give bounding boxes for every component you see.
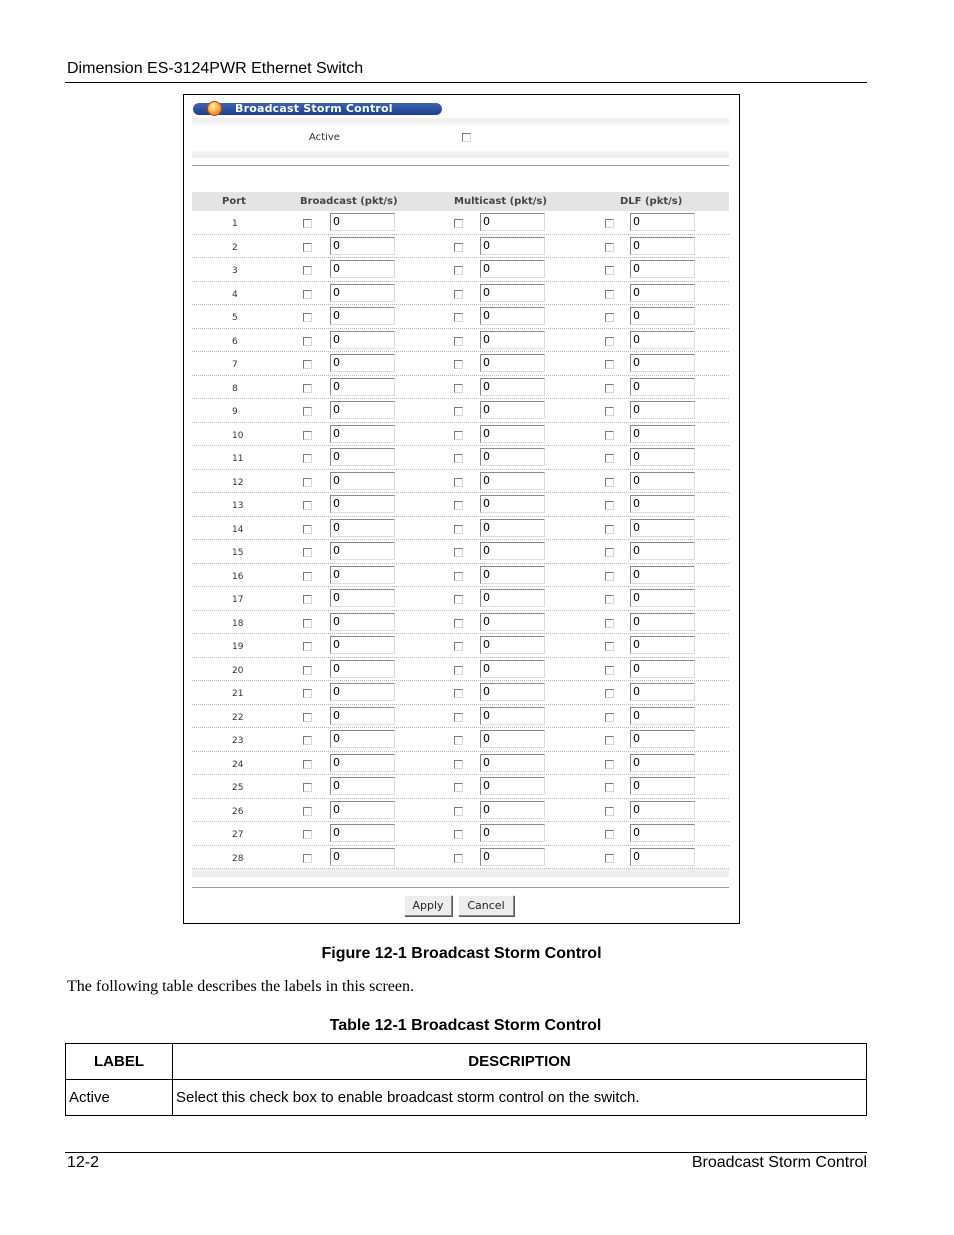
dlf-checkbox[interactable] [605, 736, 614, 745]
dlf-rate-input[interactable]: 0 [630, 307, 695, 325]
broadcast-rate-input[interactable]: 0 [330, 801, 395, 819]
dlf-rate-input[interactable]: 0 [630, 519, 695, 537]
dlf-rate-input[interactable]: 0 [630, 542, 695, 560]
multicast-checkbox[interactable] [454, 595, 463, 604]
dlf-checkbox[interactable] [605, 642, 614, 651]
table-row [192, 775, 729, 799]
dlf-checkbox[interactable] [605, 713, 614, 722]
multicast-rate-input[interactable]: 0 [480, 777, 545, 795]
multicast-checkbox[interactable] [454, 313, 463, 322]
multicast-rate-input[interactable]: 0 [480, 613, 545, 631]
dlf-rate-input[interactable]: 0 [630, 730, 695, 748]
multicast-rate-input[interactable]: 0 [480, 566, 545, 584]
broadcast-checkbox[interactable] [303, 830, 312, 839]
broadcast-checkbox[interactable] [303, 454, 312, 463]
broadcast-rate-input[interactable]: 0 [330, 401, 395, 419]
broadcast-rate-input[interactable]: 0 [330, 472, 395, 490]
broadcast-rate-input[interactable]: 0 [330, 519, 395, 537]
header-rule [65, 82, 867, 83]
broadcast-rate-input[interactable]: 0 [330, 354, 395, 372]
table-row [192, 728, 729, 752]
intro-text: The following table describes the labels in this screen. [67, 978, 415, 995]
broadcast-rate-input[interactable]: 0 [330, 660, 395, 678]
multicast-checkbox[interactable] [454, 854, 463, 863]
port-number: 21 [232, 689, 244, 699]
active-label: Active [309, 132, 340, 143]
port-number: 13 [232, 501, 244, 511]
broadcast-checkbox[interactable] [303, 572, 312, 581]
multicast-checkbox[interactable] [454, 290, 463, 299]
port-number: 26 [232, 806, 244, 817]
dlf-checkbox[interactable] [605, 360, 614, 369]
table-row [192, 258, 729, 282]
dlf-rate-input[interactable]: 0 [630, 848, 695, 866]
dlf-rate-input[interactable]: 0 [630, 683, 695, 701]
dlf-checkbox[interactable] [605, 243, 614, 252]
description-column-header: DESCRIPTION [173, 1044, 867, 1080]
multicast-checkbox[interactable] [454, 783, 463, 792]
broadcast-checkbox[interactable] [303, 548, 312, 557]
broadcast-rate-input[interactable]: 0 [330, 683, 395, 701]
table-row [192, 376, 729, 400]
table-row [192, 399, 729, 423]
table-caption: Table 12-1 Broadcast Storm Control [329, 1017, 602, 1034]
broadcast-rate-input[interactable]: 0 [330, 307, 395, 325]
port-number: 3 [232, 266, 238, 276]
multicast-rate-input[interactable]: 0 [480, 730, 545, 748]
broadcast-rate-input[interactable]: 0 [330, 707, 395, 725]
port-number: 16 [232, 571, 244, 582]
multicast-rate-input[interactable]: 0 [480, 754, 545, 772]
port-number: 22 [232, 712, 244, 723]
screenshot-frame [183, 94, 740, 924]
multicast-checkbox[interactable] [454, 807, 463, 816]
dlf-checkbox[interactable] [605, 807, 614, 816]
broadcast-checkbox[interactable] [303, 642, 312, 651]
multicast-rate-input[interactable]: 0 [480, 824, 545, 842]
table-row [192, 681, 729, 705]
dlf-rate-input[interactable]: 0 [630, 636, 695, 654]
multicast-checkbox[interactable] [454, 501, 463, 510]
dlf-checkbox[interactable] [605, 783, 614, 792]
table-row [192, 634, 729, 658]
multicast-rate-input[interactable]: 0 [480, 660, 545, 678]
port-number: 7 [232, 360, 238, 370]
multicast-rate-input[interactable]: 0 [480, 425, 545, 443]
broadcast-checkbox[interactable] [303, 219, 312, 228]
column-multicast: Multicast (pkt/s) [454, 196, 547, 207]
port-number: 1 [232, 219, 238, 229]
port-number: 12 [232, 477, 244, 488]
port-number: 27 [232, 830, 244, 840]
label-column-header: LABEL [66, 1044, 173, 1080]
port-number: 15 [232, 548, 244, 558]
multicast-checkbox[interactable] [454, 760, 463, 769]
multicast-checkbox[interactable] [454, 713, 463, 722]
dlf-checkbox[interactable] [605, 478, 614, 487]
dlf-checkbox[interactable] [605, 595, 614, 604]
broadcast-checkbox[interactable] [303, 713, 312, 722]
broadcast-rate-input[interactable]: 0 [330, 260, 395, 278]
table-row [192, 822, 729, 846]
broadcast-rate-input[interactable]: 0 [330, 331, 395, 349]
dlf-rate-input[interactable]: 0 [630, 801, 695, 819]
dlf-checkbox[interactable] [605, 572, 614, 581]
table-row [192, 329, 729, 353]
broadcast-rate-input[interactable]: 0 [330, 495, 395, 513]
multicast-rate-input[interactable]: 0 [480, 237, 545, 255]
broadcast-checkbox[interactable] [303, 525, 312, 534]
port-number: 24 [232, 759, 244, 770]
figure-caption: Figure 12-1 Broadcast Storm Control [321, 945, 602, 962]
dlf-checkbox[interactable] [605, 760, 614, 769]
port-number: 19 [232, 642, 244, 652]
broadcast-checkbox[interactable] [303, 407, 312, 416]
dlf-checkbox[interactable] [605, 454, 614, 463]
dlf-checkbox[interactable] [605, 525, 614, 534]
multicast-rate-input[interactable]: 0 [480, 495, 545, 513]
dlf-checkbox[interactable] [605, 619, 614, 628]
table-row [192, 211, 729, 235]
multicast-checkbox[interactable] [454, 642, 463, 651]
dlf-rate-input[interactable]: 0 [630, 589, 695, 607]
dlf-rate-input[interactable]: 0 [630, 472, 695, 490]
multicast-rate-input[interactable]: 0 [480, 260, 545, 278]
dlf-rate-input[interactable]: 0 [630, 754, 695, 772]
apply-button[interactable]: Apply [404, 895, 452, 916]
broadcast-checkbox[interactable] [303, 266, 312, 275]
multicast-checkbox[interactable] [454, 337, 463, 346]
multicast-checkbox[interactable] [454, 360, 463, 369]
multicast-rate-input[interactable]: 0 [480, 213, 545, 231]
active-section [192, 118, 729, 158]
table-row [192, 282, 729, 306]
port-number: 11 [232, 454, 244, 464]
multicast-checkbox[interactable] [454, 525, 463, 534]
port-number: 10 [232, 430, 244, 441]
multicast-rate-input[interactable]: 0 [480, 707, 545, 725]
multicast-checkbox[interactable] [454, 454, 463, 463]
section-divider [192, 165, 729, 166]
table-row [192, 235, 729, 259]
dlf-rate-input[interactable]: 0 [630, 401, 695, 419]
multicast-rate-input[interactable]: 0 [480, 472, 545, 490]
broadcast-checkbox[interactable] [303, 243, 312, 252]
dlf-rate-input[interactable]: 0 [630, 448, 695, 466]
broadcast-checkbox[interactable] [303, 290, 312, 299]
broadcast-rate-input[interactable]: 0 [330, 542, 395, 560]
broadcast-checkbox[interactable] [303, 666, 312, 675]
port-number: 4 [232, 289, 238, 300]
broadcast-checkbox[interactable] [303, 431, 312, 440]
broadcast-checkbox[interactable] [303, 689, 312, 698]
port-number: 17 [232, 595, 244, 605]
port-number: 25 [232, 783, 244, 793]
broadcast-rate-input[interactable]: 0 [330, 730, 395, 748]
multicast-checkbox[interactable] [454, 572, 463, 581]
table-row [192, 423, 729, 447]
table-row [192, 752, 729, 776]
table-row [192, 705, 729, 729]
dlf-checkbox[interactable] [605, 501, 614, 510]
dlf-rate-input[interactable]: 0 [630, 707, 695, 725]
broadcast-rate-input[interactable]: 0 [330, 824, 395, 842]
table-row [192, 846, 729, 870]
broadcast-rate-input[interactable]: 0 [330, 777, 395, 795]
multicast-checkbox[interactable] [454, 478, 463, 487]
broadcast-rate-input[interactable]: 0 [330, 425, 395, 443]
broadcast-checkbox[interactable] [303, 501, 312, 510]
broadcast-rate-input[interactable]: 0 [330, 213, 395, 231]
dlf-checkbox[interactable] [605, 290, 614, 299]
broadcast-checkbox[interactable] [303, 337, 312, 346]
active-checkbox[interactable] [462, 133, 471, 142]
broadcast-rate-input[interactable]: 0 [330, 284, 395, 302]
port-table-header [192, 192, 729, 211]
multicast-rate-input[interactable]: 0 [480, 683, 545, 701]
multicast-checkbox[interactable] [454, 830, 463, 839]
table-footer-band [192, 869, 729, 877]
port-number: 5 [232, 313, 238, 323]
screen-title-bar [193, 103, 442, 115]
column-broadcast: Broadcast (pkt/s) [300, 196, 398, 207]
multicast-rate-input[interactable]: 0 [480, 801, 545, 819]
dlf-rate-input[interactable]: 0 [630, 824, 695, 842]
table-row [192, 587, 729, 611]
multicast-rate-input[interactable]: 0 [480, 636, 545, 654]
broadcast-checkbox[interactable] [303, 595, 312, 604]
table-row [192, 493, 729, 517]
multicast-checkbox[interactable] [454, 243, 463, 252]
multicast-rate-input[interactable]: 0 [480, 307, 545, 325]
dlf-rate-input[interactable]: 0 [630, 495, 695, 513]
cancel-button[interactable]: Cancel [458, 895, 514, 916]
dlf-checkbox[interactable] [605, 854, 614, 863]
broadcast-checkbox[interactable] [303, 360, 312, 369]
dlf-checkbox[interactable] [605, 266, 614, 275]
table-row [66, 1080, 867, 1116]
column-dlf: DLF (pkt/s) [620, 196, 683, 207]
multicast-checkbox[interactable] [454, 666, 463, 675]
description-cell: Select this check box to enable broadcast storm control on the switch. [173, 1080, 867, 1116]
multicast-rate-input[interactable]: 0 [480, 519, 545, 537]
dlf-rate-input[interactable]: 0 [630, 237, 695, 255]
multicast-checkbox[interactable] [454, 384, 463, 393]
multicast-checkbox[interactable] [454, 219, 463, 228]
port-number: 8 [232, 383, 238, 394]
page-number: 12-2 [67, 1154, 100, 1171]
multicast-rate-input[interactable]: 0 [480, 448, 545, 466]
multicast-rate-input[interactable]: 0 [480, 378, 545, 396]
port-number: 9 [232, 407, 238, 417]
broadcast-checkbox[interactable] [303, 783, 312, 792]
multicast-checkbox[interactable] [454, 548, 463, 557]
table-row [192, 658, 729, 682]
table-row [192, 517, 729, 541]
broadcast-rate-input[interactable]: 0 [330, 566, 395, 584]
multicast-checkbox[interactable] [454, 619, 463, 628]
table-row [192, 446, 729, 470]
column-port: Port [222, 196, 246, 207]
title-orb-icon [207, 101, 222, 116]
broadcast-checkbox[interactable] [303, 384, 312, 393]
multicast-checkbox[interactable] [454, 266, 463, 275]
port-number: 23 [232, 736, 244, 746]
broadcast-rate-input[interactable]: 0 [330, 589, 395, 607]
chapter-title: Broadcast Storm Control [691, 1154, 867, 1171]
dlf-checkbox[interactable] [605, 830, 614, 839]
dlf-rate-input[interactable]: 0 [630, 660, 695, 678]
port-number: 6 [232, 336, 238, 347]
table-row [192, 540, 729, 564]
screen-title: Broadcast Storm Control [235, 102, 393, 115]
multicast-rate-input[interactable]: 0 [480, 284, 545, 302]
multicast-rate-input[interactable]: 0 [480, 331, 545, 349]
page-header: Dimension ES-3124PWR Ethernet Switch [67, 60, 364, 77]
broadcast-checkbox[interactable] [303, 807, 312, 816]
dlf-checkbox[interactable] [605, 384, 614, 393]
dlf-rate-input[interactable]: 0 [630, 260, 695, 278]
dlf-checkbox[interactable] [605, 219, 614, 228]
table-row [192, 611, 729, 635]
table-row [192, 352, 729, 376]
broadcast-checkbox[interactable] [303, 854, 312, 863]
dlf-rate-input[interactable]: 0 [630, 378, 695, 396]
dlf-rate-input[interactable]: 0 [630, 613, 695, 631]
table-row [192, 564, 729, 588]
multicast-checkbox[interactable] [454, 736, 463, 745]
port-number: 2 [232, 242, 238, 253]
label-description-table [65, 1043, 867, 1116]
multicast-checkbox[interactable] [454, 407, 463, 416]
broadcast-checkbox[interactable] [303, 619, 312, 628]
multicast-rate-input[interactable]: 0 [480, 354, 545, 372]
broadcast-checkbox[interactable] [303, 313, 312, 322]
dlf-checkbox[interactable] [605, 689, 614, 698]
port-number: 18 [232, 618, 244, 629]
multicast-rate-input[interactable]: 0 [480, 401, 545, 419]
table-row [192, 305, 729, 329]
broadcast-rate-input[interactable]: 0 [330, 848, 395, 866]
dlf-checkbox[interactable] [605, 431, 614, 440]
broadcast-rate-input[interactable]: 0 [330, 636, 395, 654]
dlf-rate-input[interactable]: 0 [630, 354, 695, 372]
multicast-checkbox[interactable] [454, 431, 463, 440]
multicast-checkbox[interactable] [454, 689, 463, 698]
dlf-rate-input[interactable]: 0 [630, 777, 695, 795]
button-divider [192, 887, 729, 888]
port-number: 20 [232, 665, 244, 676]
dlf-rate-input[interactable]: 0 [630, 284, 695, 302]
broadcast-checkbox[interactable] [303, 760, 312, 769]
broadcast-rate-input[interactable]: 0 [330, 237, 395, 255]
port-table-body [192, 211, 729, 869]
dlf-checkbox[interactable] [605, 548, 614, 557]
port-number: 14 [232, 524, 244, 535]
multicast-rate-input[interactable]: 0 [480, 542, 545, 560]
port-number: 28 [232, 853, 244, 864]
table-row [192, 470, 729, 494]
dlf-rate-input[interactable]: 0 [630, 566, 695, 584]
label-cell: Active [66, 1080, 173, 1116]
multicast-rate-input[interactable]: 0 [480, 589, 545, 607]
dlf-checkbox[interactable] [605, 337, 614, 346]
footer-rule [65, 1152, 867, 1153]
broadcast-checkbox[interactable] [303, 478, 312, 487]
dlf-rate-input[interactable]: 0 [630, 425, 695, 443]
broadcast-rate-input[interactable]: 0 [330, 448, 395, 466]
dlf-rate-input[interactable]: 0 [630, 213, 695, 231]
broadcast-checkbox[interactable] [303, 736, 312, 745]
dlf-checkbox[interactable] [605, 666, 614, 675]
dlf-rate-input[interactable]: 0 [630, 331, 695, 349]
dlf-checkbox[interactable] [605, 407, 614, 416]
broadcast-rate-input[interactable]: 0 [330, 754, 395, 772]
dlf-checkbox[interactable] [605, 313, 614, 322]
table-row [192, 799, 729, 823]
broadcast-rate-input[interactable]: 0 [330, 378, 395, 396]
multicast-rate-input[interactable]: 0 [480, 848, 545, 866]
broadcast-rate-input[interactable]: 0 [330, 613, 395, 631]
